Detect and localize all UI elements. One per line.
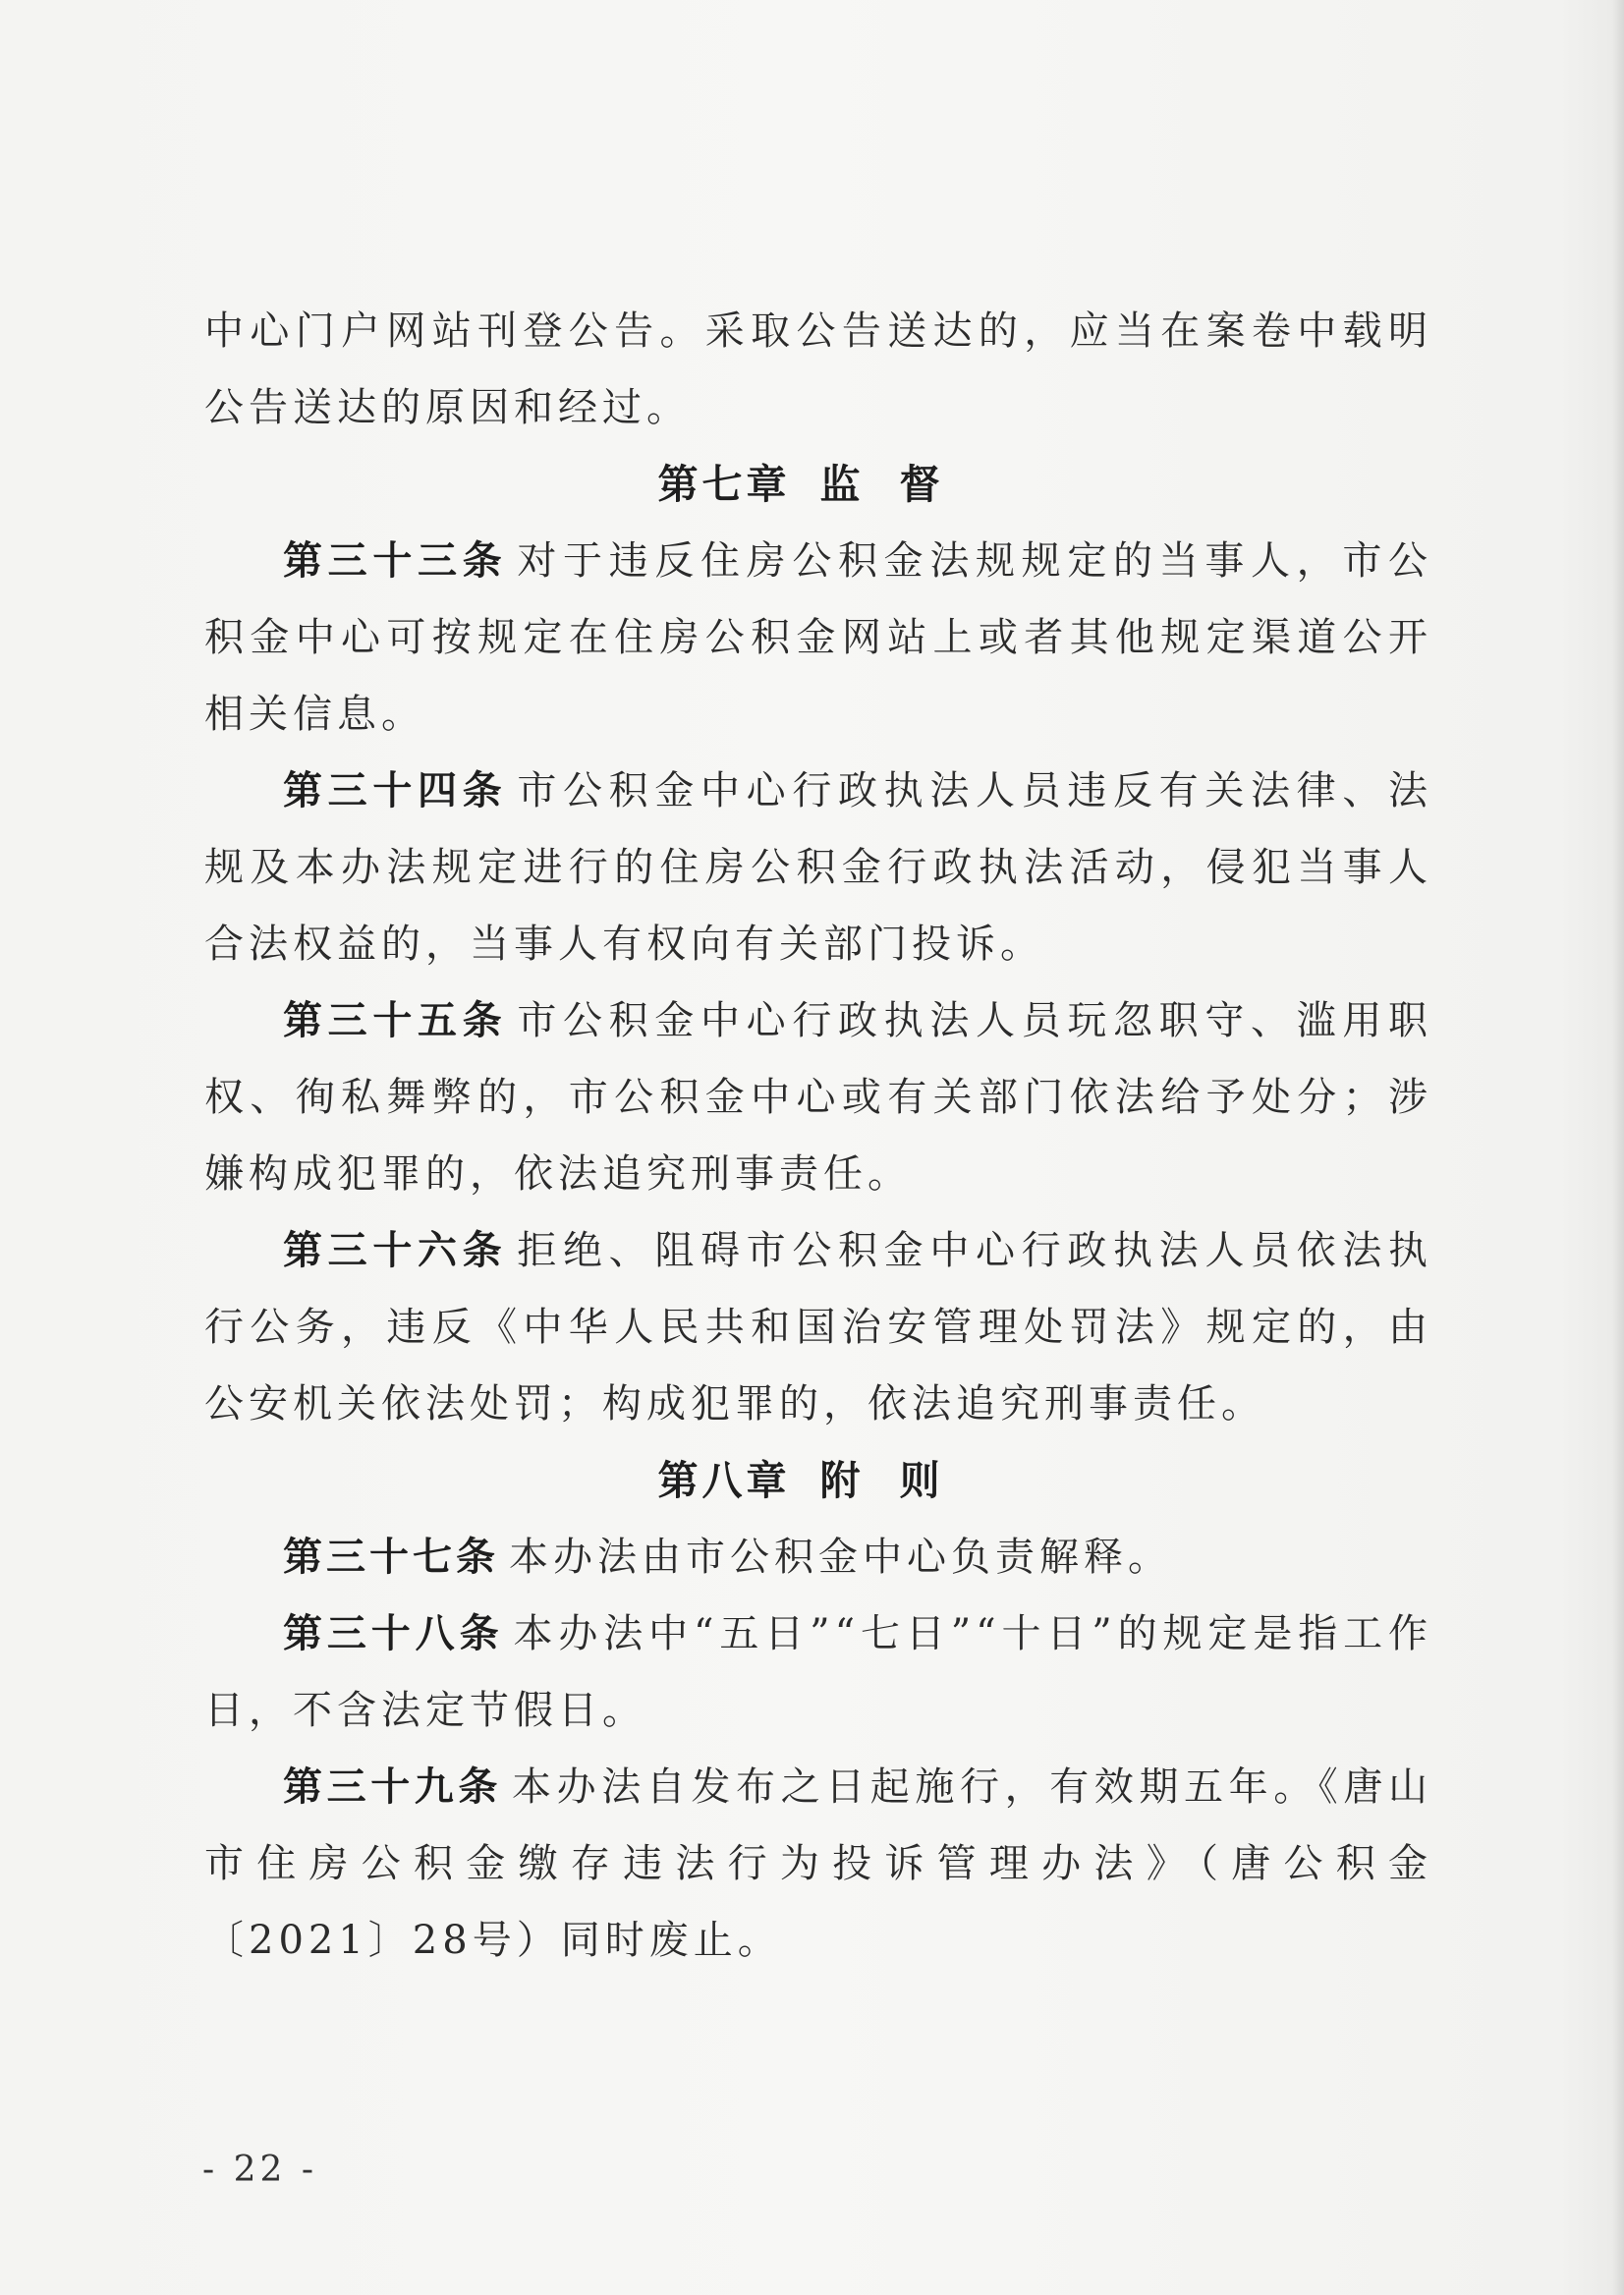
- article-39-text: 本办法自发布之日起施行，有效期五年。《唐山市住房公积金缴存违法行为投诉管理办法》（唐公积金〔2021〕28号）同时废止。: [204, 1764, 1432, 1963]
- chapter-8-number: 第八章: [657, 1457, 791, 1504]
- chapter-7-number: 第七章: [657, 461, 791, 508]
- article-37-number: 第三十七条: [283, 1535, 499, 1580]
- article-35: [204, 982, 1432, 1212]
- article-35-number: 第三十五条: [283, 998, 508, 1043]
- article-38-text: 本办法中“五日”“七日”“十日”的规定是指工作日，不含法定节假日。: [204, 1611, 1433, 1733]
- article-38: [204, 1595, 1432, 1749]
- chapter-7-name: 监督: [819, 461, 980, 508]
- article-35-text: 市公积金中心行政执法人员玩忽职守、滥用职权、徇私舞弊的，市公积金中心或有关部门依法给予处分；涉嫌构成犯罪的，依法追究刑事责任。: [204, 998, 1433, 1197]
- article-33-number: 第三十三条: [283, 538, 508, 584]
- article-39: [204, 1749, 1432, 1979]
- article-33-text: 对于违反住房公积金法规规定的当事人，市公积金中心可按规定在住房公积金网站上或者其他规定渠道公开相关信息。: [204, 538, 1433, 737]
- article-36-number: 第三十六条: [283, 1228, 508, 1273]
- chapter-8-heading: [204, 1442, 1432, 1519]
- article-34-text: 市公积金中心行政执法人员违反有关法律、法规及本办法规定进行的住房公积金行政执法活动，侵犯当事人合法权益的，当事人有权向有关部门投诉。: [204, 768, 1433, 967]
- article-36-text: 拒绝、阻碍市公积金中心行政执法人员依法执行公务，违反《中华人民共和国治安管理处罚法》规定的，由公安机关依法处罚；构成犯罪的，依法追究刑事责任。: [204, 1228, 1433, 1427]
- article-33: [204, 523, 1432, 753]
- article-39-number: 第三十九条: [283, 1764, 502, 1810]
- article-34-number: 第三十四条: [283, 768, 508, 813]
- paragraph-continuation: 中心门户网站刊登公告。采取公告送达的，应当在案卷中载明公告送达的原因和经过。: [204, 308, 1432, 430]
- article-34: [204, 753, 1432, 982]
- article-37: [204, 1519, 1432, 1595]
- chapter-7-heading: [204, 446, 1432, 523]
- article-38-number: 第三十八条: [283, 1611, 504, 1656]
- article-37-text: 本办法由市公积金中心负责解释。: [509, 1535, 1172, 1580]
- document-body: [204, 293, 1432, 1979]
- article-36: [204, 1212, 1432, 1442]
- chapter-8-name: 附则: [819, 1457, 980, 1504]
- page-number: - 22 -: [202, 2150, 318, 2190]
